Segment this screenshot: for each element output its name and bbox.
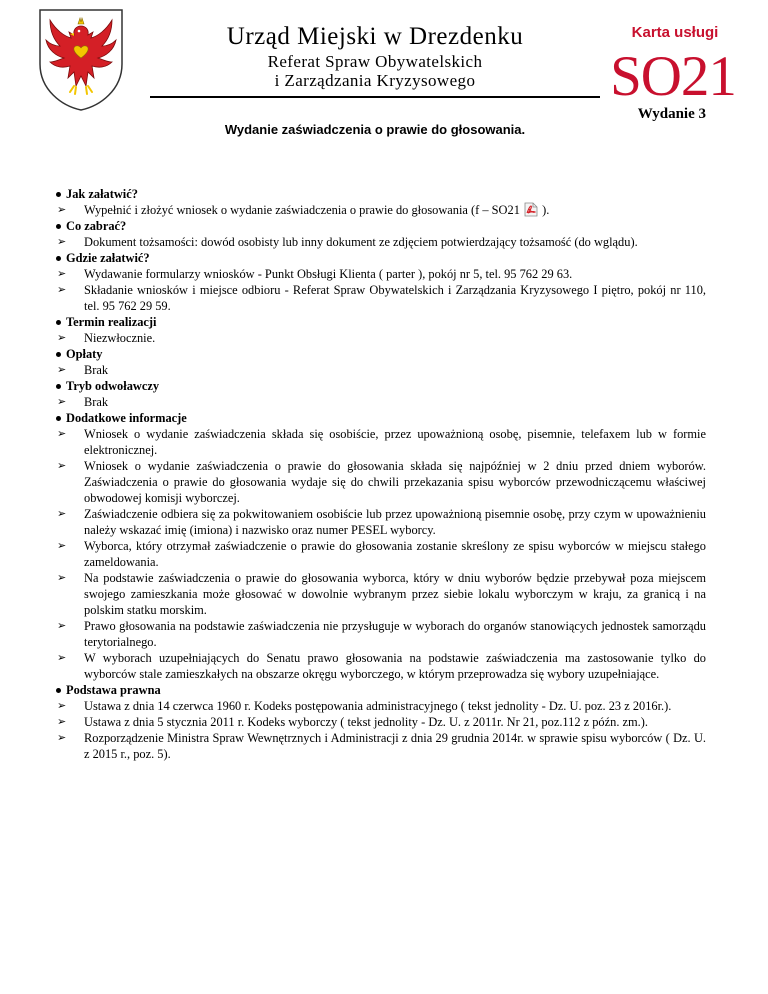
section-heading: Opłaty [55,346,706,362]
arrow-right-icon: ➢ [57,652,67,664]
arrow-right-icon: ➢ [57,460,67,472]
list-item: ➢ Ustawa z dnia 14 czerwca 1960 r. Kodeks postępowania administracyjnego ( tekst jednolity - Dz. U. poz. 23 z 2016r.). [57,699,672,713]
section-heading: Jak załatwić? [55,186,706,202]
section-heading: Termin realizacji [55,314,706,330]
arrow-right-icon: ➢ [57,396,67,408]
section-heading: Gdzie załatwić? [55,250,706,266]
list-item: ➢ Ustawa z dnia 5 stycznia 2011 r. Kodeks wyborczy ( tekst jednolity - Dz. U. z 2011r. Nr 21, poz.112 z późn. zm.). [57,715,648,729]
pdf-file-icon[interactable] [524,202,538,217]
department-name-line1: Referat Spraw Obywatelskich [267,52,483,71]
arrow-right-icon: ➢ [57,508,67,520]
list-item: ➢ Zaświadczenie odbiera się za pokwitowaniem osobiście lub przez upoważnioną pisemnie osobę, przy czym w upoważnieniu należy wskazać imię (imiona) i nazwisko oraz numer PESEL wyborcy. [57,507,706,537]
list-item: ➢ Brak [57,363,109,377]
arrow-right-icon: ➢ [57,364,67,376]
list-item: ➢ Wniosek o wydanie zaświadczenia o prawie do głosowania składa się najpóźniej w 2 dniu przed dniem wyborów. Zaświadczenia o prawie do głosowania wydaje się do chwili przekazania spisu wyborców przewodniczącemu właściwej obwodowej komisji wyborczej. [57,459,706,505]
list-item: ➢ W wyborach uzupełniających do Senatu prawo głosowania na podstawie zaświadczenia ma zastosowanie tylko do wyborców stale zamieszkałych na obszarze okręgu wyborczego, w którym przeprowadza się wybory uzupełniające. [57,651,706,681]
card-code: SO21 [610,45,736,108]
arrow-right-icon: ➢ [57,284,67,296]
eagle-crest-icon [36,6,126,112]
arrow-right-icon: ➢ [57,572,67,584]
department-name-line2: i Zarządzania Kryzysowego [274,71,476,90]
arrow-right-icon: ➢ [57,620,67,632]
list-item: ➢ Dokument tożsamości: dowód osobisty lub inny dokument ze zdjęciem potwierdzający tożsamość (do wglądu). [57,235,638,249]
arrow-right-icon: ➢ [57,268,67,280]
card-label: Karta usługi [631,24,719,41]
arrow-right-icon: ➢ [57,332,67,344]
section-heading: Co zabrać? [55,218,706,234]
document-title: Wydanie zaświadczenia o prawie do głosowania. [224,122,526,137]
section-heading: Dodatkowe informacje [55,410,706,426]
list-item: ➢ Składanie wniosków i miejsce odbioru - Referat Spraw Obywatelskich i Zarządzania Kryzysowego I piętro, pokój nr 110, tel. 95 762 29 59. [57,283,706,313]
arrow-right-icon: ➢ [57,236,67,248]
list-item: ➢ Wydawanie formularzy wniosków - Punkt Obsługi Klienta ( parter ), pokój nr 5, tel. 95 762 29 63. [57,267,573,281]
section-heading: Podstawa prawna [55,682,706,698]
arrow-right-icon: ➢ [57,700,67,712]
edition-label: Wydanie 3 [637,106,706,122]
section-heading: Tryb odwoławczy [55,378,706,394]
list-item: ➢ Wyborca, który otrzymał zaświadczenie o prawie do głosowania zostanie skreślony ze spisu wyborców w miejscu stałego zameldowania. [57,539,706,569]
arrow-right-icon: ➢ [57,540,67,552]
service-card-content [55,186,706,762]
office-header [150,22,600,90]
list-item: ➢ Niezwłocznie. [57,331,156,345]
arrow-right-icon: ➢ [57,716,67,728]
list-item: ➢ Wypełnić i złożyć wniosek o wydanie zaświadczenia o prawie do głosowania (f – SO21 ). [57,203,550,217]
list-item: ➢ Brak [57,395,109,409]
list-item: ➢ Wniosek o wydanie zaświadczenia składa się osobiście, przez upoważnioną osobę, pisemnie, telefaxem lub w formie elektronicznej. [57,427,706,457]
arrow-right-icon: ➢ [57,204,67,216]
header-divider [150,96,600,98]
list-item: ➢ Prawo głosowania na podstawie zaświadczenia nie przysługuje w wyborach do organów stanowiących jednostek samorządu terytorialnego. [57,619,706,649]
arrow-right-icon: ➢ [57,428,67,440]
office-title: Urząd Miejski w Drezdenku [226,23,524,50]
list-item: ➢ Rozporządzenie Ministra Spraw Wewnętrznych i Administracji z dnia 29 grudnia 2014r. w sprawie spisu wyborców ( Dz. U. z 2015 r., poz. 5). [57,731,706,761]
arrow-right-icon: ➢ [57,732,67,744]
list-item: ➢ Na podstawie zaświadczenia o prawie do głosowania wyborca, który w dniu wyborów będzie przebywał poza miejscem swojego zamieszkania może głosować w dowolnie wybranym przez siebie lokalu wyborczym w kraju, za granicą i na polskim statku morskim. [57,571,706,617]
